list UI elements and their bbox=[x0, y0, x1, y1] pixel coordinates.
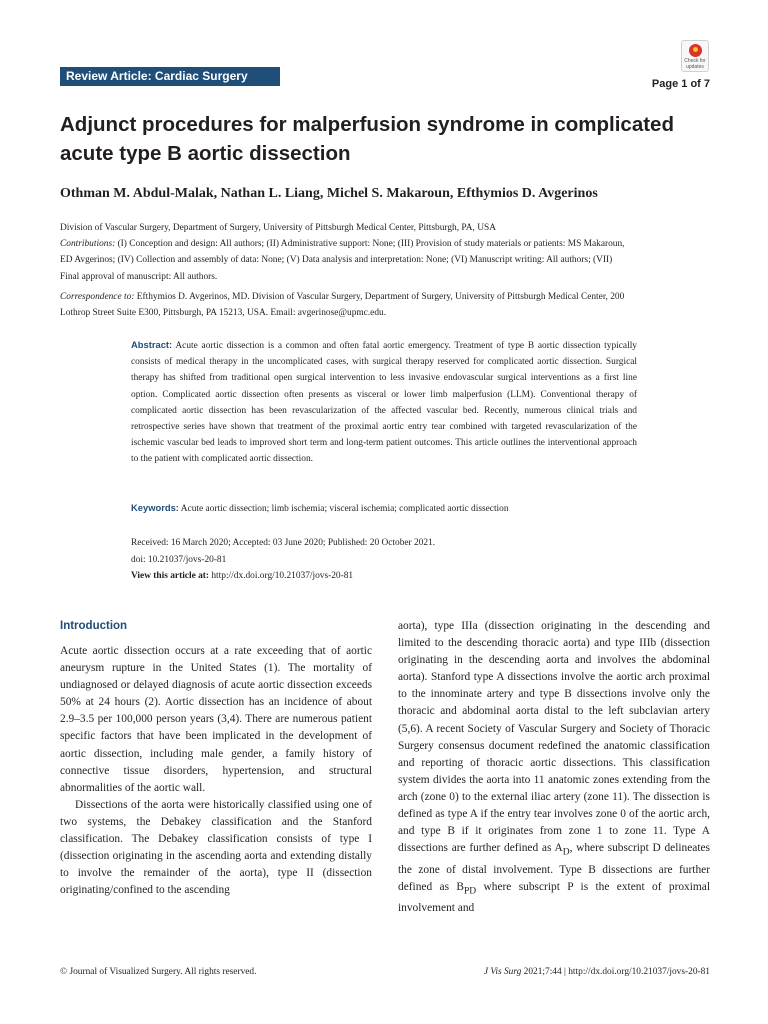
abstract bbox=[131, 337, 637, 468]
keywords bbox=[131, 502, 637, 514]
abstract-text: Acute aortic dissection is a common and often fatal aortic emergency. Treatment of type B aortic dissection typically consists of medical therapy in the uncomplicated cases, with surgical therapy reserved for complicated aortic dissection. Surgical therapy has shifted from traditional open surgical intervention to less invasive endovascular surgical interventions as a first line option. Complicated aortic dissection often presents as visceral or lower limb malperfusion (LLM). Conventional therapy of complicated aortic dissection has been revascularization of the affected vascular bed. Recently, numerous clinical trials and retrospective series have shown that treatment of the proximal aortic entry tear combined with targeted revascularization of the ischemic vascular bed leads to improved short term and long-term patient outcomes. This article outlines the interventional approach to the patient with complicated aortic dissection. bbox=[131, 341, 637, 465]
affiliation: Division of Vascular Surgery, Department of Surgery, University of Pittsburgh Medical Center, Pittsburgh, PA, USA bbox=[60, 223, 496, 233]
view-article-link[interactable] bbox=[131, 571, 637, 581]
footer-copyright: © Journal of Visualized Surgery. All rights reserved. bbox=[60, 967, 257, 977]
check-for-updates-label: Check for updates bbox=[684, 58, 706, 70]
left-column bbox=[60, 643, 372, 899]
contributions bbox=[60, 236, 720, 285]
intro-text-b: , where subscript D delineates the zone of distal involvement. Type B dissections are further defined as B bbox=[398, 842, 710, 893]
intro-paragraph-2: Dissections of the aorta were historically classified using one of two systems, the Debakey classification and the Stanford classification. The Debakey classification consists of type I (dissection originating in the ascending aorta and extending distally to involve the remainder of the aorta), type II (dissection originating/confined to the ascending bbox=[60, 798, 372, 897]
section-heading-introduction: Introduction bbox=[60, 620, 128, 632]
doi: doi: 10.21037/jovs-20-81 bbox=[131, 555, 227, 565]
intro-text-a: aorta), type IIIa (dissection originating in the descending and limited to the descending thoracic aorta) and type IIIb (dissection originating in the descending aorta and involves the abdominal aorta). Stanford type A dissections involve the aortic arch proximal to the innominate artery and type B dissections involve only the thoracic and abdominal aorta distal to the left subclavian artery (5,6). A recent Society of Vascular Surgery and Society of Thoracic Surgery consensus document redefined the anatomic classification and reporting of thoracic aortic dissections. This classification system divides the aorta into 11 anatomic zones extending from the arch (zone 0) to the external iliac artery (zone 11). The dissection is defined as type A if the entry tear involves zone 0 of the aortic arch, and type B if it originates from zone 1 to zone 11. Type A dissections are further defined as A bbox=[398, 620, 710, 855]
article-category-badge: Review Article: Cardiac Surgery bbox=[60, 67, 280, 86]
contributions-line-1: (I) Conception and design: All authors; (II) Administrative support: None; (III) Provision of study materials or patients: MS Makaroun, bbox=[115, 239, 625, 249]
intro-text-c: where subscript P is the extent of proximal involvement and bbox=[398, 880, 710, 915]
right-column bbox=[398, 618, 710, 917]
correspondence-line-2: Lothrop Street Suite E300, Pittsburgh, PA 15213, USA. Email: avgerinose@upmc.edu. bbox=[60, 308, 387, 319]
page-number: Page 1 of 7 bbox=[651, 78, 710, 90]
received-dates: Received: 16 March 2020; Accepted: 03 June 2020; Published: 20 October 2021. bbox=[131, 538, 436, 548]
correspondence-label: Correspondence to: bbox=[60, 292, 135, 302]
view-article-label: View this article at: bbox=[131, 571, 210, 581]
view-article-url[interactable]: http://dx.doi.org/10.21037/jovs-20-81 bbox=[209, 571, 354, 581]
subscript-pd: PD bbox=[464, 885, 477, 896]
correspondence-line-1: Efthymios D. Avgerinos, MD. Division of Vascular Surgery, Department of Surgery, University of Pittsburgh Medical Center, 200 bbox=[134, 292, 625, 302]
footer-doi: 2021;7:44 | http://dx.doi.org/10.21037/jovs-20-81 bbox=[521, 967, 710, 977]
subscript-d: D bbox=[562, 847, 570, 858]
footer-citation bbox=[380, 967, 710, 977]
article-title-line-2: acute type B aortic dissection bbox=[60, 142, 351, 165]
keywords-text: Acute aortic dissection; limb ischemia; visceral ischemia; complicated aortic dissection bbox=[178, 504, 509, 514]
contributions-line-3: Final approval of manuscript: All authors. bbox=[60, 271, 218, 282]
article-title bbox=[60, 110, 720, 168]
keywords-label: Keywords: bbox=[131, 502, 179, 513]
contributions-label: Contributions: bbox=[60, 239, 116, 249]
contributions-line-2: ED Avgerinos; (IV) Collection and assembly of data: None; (V) Data analysis and interpretation: None; (VI) Manuscript writing: All authors; (VII) bbox=[60, 255, 613, 266]
check-for-updates-icon[interactable] bbox=[681, 40, 709, 72]
correspondence bbox=[60, 289, 720, 322]
intro-paragraph-1: Acute aortic dissection occurs at a rate exceeding that of aortic aneurysm rupture in the United States (1). The mortality of undiagnosed or delayed diagnosis of acute aortic dissection exceeds 50% at 24 hours (2). Aortic dissection has an incidence of about 2.9–3.5 per 100,000 person years (3,4). There are numerous patient specific factors that have been implicated in the development of aortic dissection, including male gender, a family history of connective tissue disorders, hypertension, and structural abnormalities of the aortic wall. bbox=[60, 645, 372, 794]
abstract-label: Abstract: bbox=[131, 339, 173, 350]
author-list: Othman M. Abdul-Malak, Nathan L. Liang, Michel S. Makaroun, Efthymios D. Avgerinos bbox=[60, 186, 598, 201]
intro-paragraph-3 bbox=[398, 618, 710, 917]
footer-journal: J Vis Surg bbox=[483, 967, 522, 977]
article-title-line-1: Adjunct procedures for malperfusion syndrome in complicated bbox=[60, 113, 674, 136]
